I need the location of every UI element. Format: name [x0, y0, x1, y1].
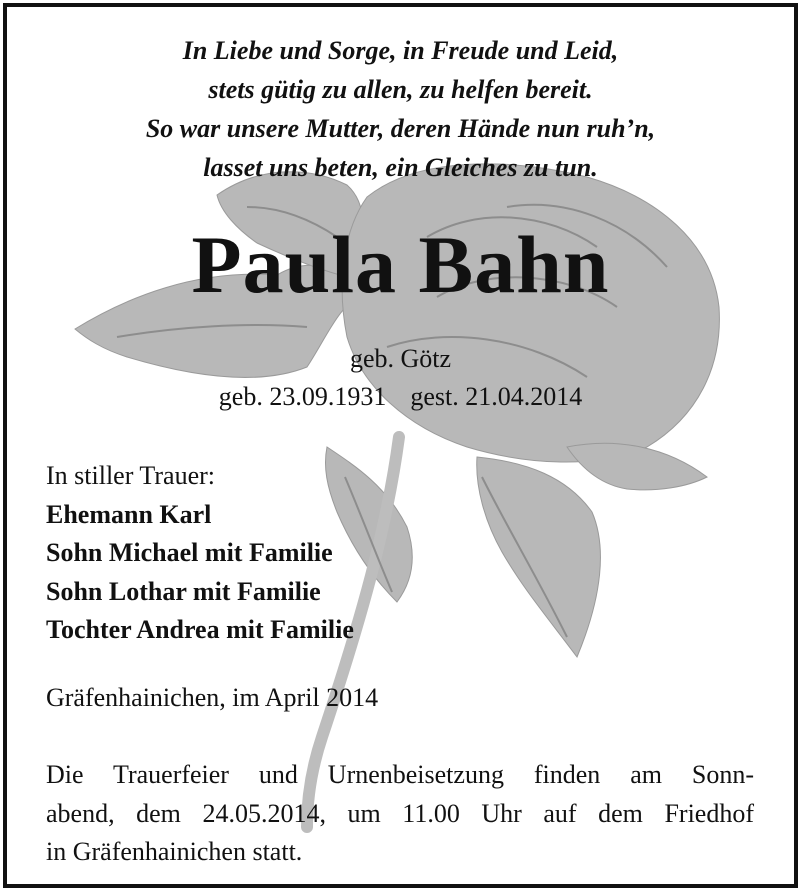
poem — [7, 31, 794, 187]
deceased-name: Paula Bahn — [191, 219, 610, 310]
place-date: Gräfenhainichen, im April 2014 — [46, 683, 379, 712]
service-line: in Gräfenhainichen statt. — [46, 837, 303, 866]
service-notice — [46, 756, 754, 872]
poem-line: In Liebe und Sorge, in Freude und Leid, — [182, 36, 619, 65]
obituary-notice — [3, 3, 798, 888]
mourner-name: Ehemann Karl — [46, 499, 212, 529]
mourner-name: Sohn Lothar mit Familie — [46, 576, 321, 606]
death-date: gest. 21.04.2014 — [410, 382, 583, 411]
birth-date: geb. 23.09.1931 — [218, 382, 387, 411]
mourner-name: Sohn Michael mit Familie — [46, 538, 333, 567]
birth-name: geb. Götz — [349, 344, 452, 373]
poem-line: So war unsere Mutter, deren Hände nun ruh’n, — [145, 114, 656, 143]
service-line: Die Trauerfeier und Urnenbeisetzung finden am Sonn- — [46, 760, 754, 789]
poem-line: stets gütig zu allen, zu helfen bereit. — [208, 75, 593, 104]
poem-line: lasset uns beten, ein Gleiches zu tun. — [203, 153, 598, 182]
mourners-list — [46, 457, 746, 650]
service-line: abend, dem 24.05.2014, um 11.00 Uhr auf dem Friedhof — [46, 798, 754, 828]
mourners-intro: In stiller Trauer: — [46, 461, 215, 490]
mourner-name: Tochter Andrea mit Familie — [46, 615, 354, 644]
life-dates — [7, 377, 794, 417]
